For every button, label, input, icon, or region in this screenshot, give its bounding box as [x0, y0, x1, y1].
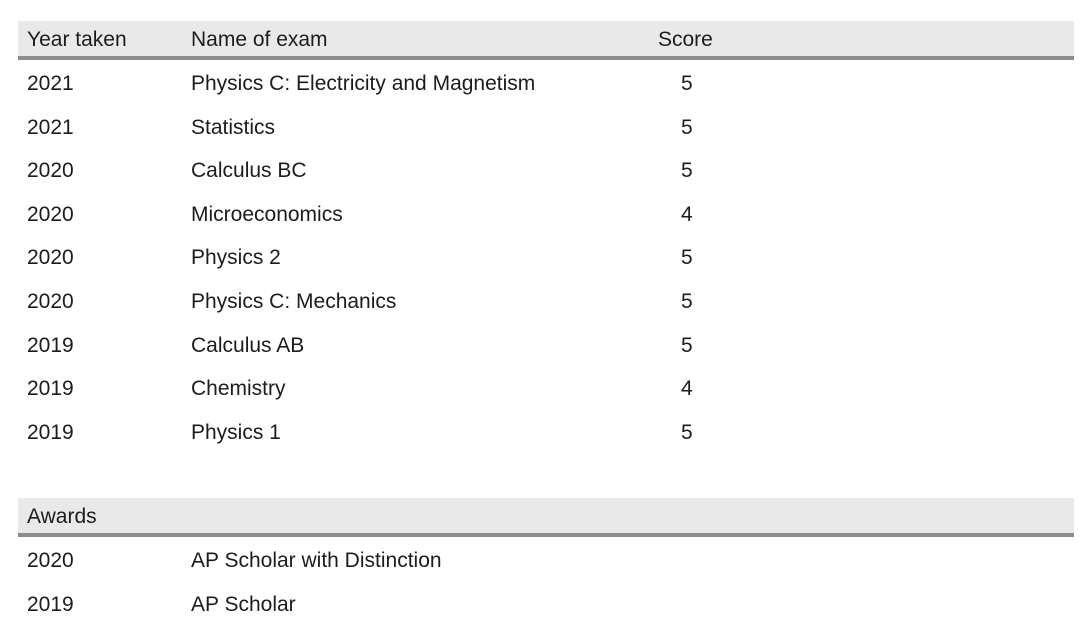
year-cell: 2020 [27, 202, 74, 226]
exam-name-cell: Physics 2 [191, 246, 281, 270]
table-row [18, 322, 1074, 366]
table-row [18, 278, 1074, 322]
year-cell: 2019 [27, 420, 74, 444]
exam-name-cell: Chemistry [191, 377, 286, 401]
exam-name-cell: Microeconomics [191, 202, 343, 226]
award-rows [18, 537, 1074, 624]
year-cell: 2021 [27, 72, 74, 95]
award-name-cell: AP Scholar with Distinction [191, 549, 442, 572]
score-cell: 5 [681, 246, 693, 270]
year-cell: 2020 [27, 246, 74, 270]
score-cell: 4 [681, 202, 693, 226]
awards-title: Awards [27, 505, 97, 528]
table-row [18, 147, 1074, 191]
exam-name-header: Name of exam [191, 28, 328, 51]
awards-table [18, 498, 1074, 624]
table-row [18, 409, 1074, 453]
score-cell: 4 [681, 377, 693, 401]
score-cell: 5 [681, 115, 693, 139]
exam-name-cell: Physics 1 [191, 420, 281, 444]
year-cell: 2019 [27, 377, 74, 401]
score-cell: 5 [681, 420, 693, 444]
award-name-cell: AP Scholar [191, 592, 296, 616]
year-cell: 2020 [27, 159, 74, 183]
score-header: Score [658, 28, 713, 51]
table-row [18, 60, 1074, 104]
score-cell: 5 [681, 72, 693, 95]
exam-table-header [18, 21, 1074, 60]
year-cell: 2019 [27, 333, 74, 357]
award-year-cell: 2020 [27, 549, 74, 572]
awards-header [18, 498, 1074, 537]
award-year-cell: 2019 [27, 592, 74, 616]
score-cell: 5 [681, 289, 693, 313]
exam-name-cell: Statistics [191, 115, 276, 139]
table-row [18, 191, 1074, 235]
score-cell: 5 [681, 333, 693, 357]
exam-name-cell: Calculus AB [191, 333, 305, 357]
score-cell: 5 [681, 159, 693, 183]
exam-name-cell: Physics C: Mechanics [191, 289, 397, 313]
exam-name-cell: Physics C: Electricity and Magnetism [191, 72, 536, 95]
year-cell: 2021 [27, 115, 74, 139]
table-row [18, 234, 1074, 278]
table-row [18, 581, 1074, 625]
year-cell: 2020 [27, 289, 74, 313]
exam-scores-table [18, 21, 1074, 452]
exam-name-cell: Calculus BC [191, 159, 307, 183]
exam-rows [18, 60, 1074, 452]
table-row [18, 104, 1074, 148]
table-row [18, 365, 1074, 409]
year-taken-header: Year taken [27, 28, 127, 51]
table-row [18, 537, 1074, 581]
